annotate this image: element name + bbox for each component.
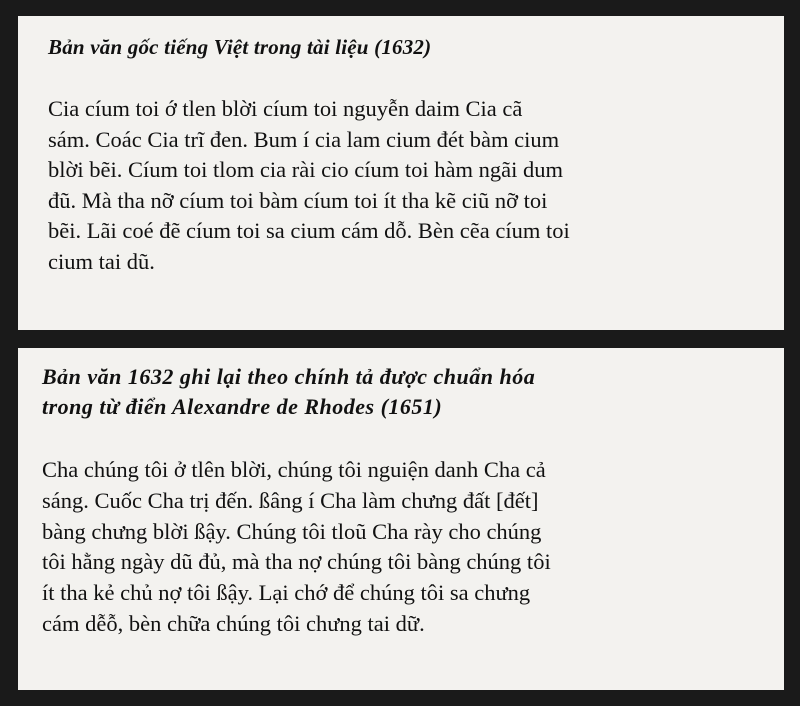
original-text-body <box>48 94 784 278</box>
original-text-line: cium tai dũ. <box>48 248 155 274</box>
standardized-heading-line: trong từ điển Alexandre de Rhodes (1651) <box>42 394 443 419</box>
original-text-line: bẽi. Lãi coé đẽ cíum toi sa cium cám dỗ. Bèn cẽa cíum toi <box>48 218 570 244</box>
standardized-text-line: Cha chúng tôi ở tlên blời, chúng tôi nguiện danh Cha cả <box>42 457 546 482</box>
standardized-text-line: cám dễỗ, bèn chữa chúng tôi chưng tai dữ. <box>42 610 425 636</box>
standardized-text-line: ít tha kẻ chủ nợ tôi ßậy. Lại chớ để chúng tôi sa chưng <box>42 580 531 606</box>
standardized-text-heading <box>42 362 784 422</box>
standardized-text-line: tôi hằng ngày dũ đủ, mà tha nợ chúng tôi bàng chúng tôi <box>42 549 551 575</box>
standardized-text-panel <box>18 348 784 690</box>
original-text-line: đũ. Mà tha nỡ cíum toi bàm cíum toi ít tha kẽ ciũ nỡ toi <box>48 187 548 213</box>
standardized-text-body <box>42 455 784 640</box>
standardized-text-line: bàng chưng blời ßậy. Chúng tôi tloũ Cha rày cho chúng <box>42 518 542 544</box>
standardized-text-line: sáng. Cuốc Cha trị đến. ßâng í Cha làm chưng đất [đết] <box>42 487 539 513</box>
original-text-line: blời bẽi. Cíum toi tlom cia rài cio cíum toi hàm ngãi dum <box>48 157 563 183</box>
original-text-heading: Bản văn gốc tiếng Việt trong tài liệu (1632) <box>48 35 432 59</box>
original-text-panel <box>18 16 784 330</box>
original-text-line: sám. Coác Cia trĩ đen. Bum í cia lam cium đét bàm cium <box>48 126 560 152</box>
original-text-line: Cia cíum toi ớ tlen blời cíum toi nguyễn daim Cia cã <box>48 96 523 121</box>
standardized-heading-line: Bản văn 1632 ghi lại theo chính tả được chuẩn hóa <box>42 364 536 389</box>
